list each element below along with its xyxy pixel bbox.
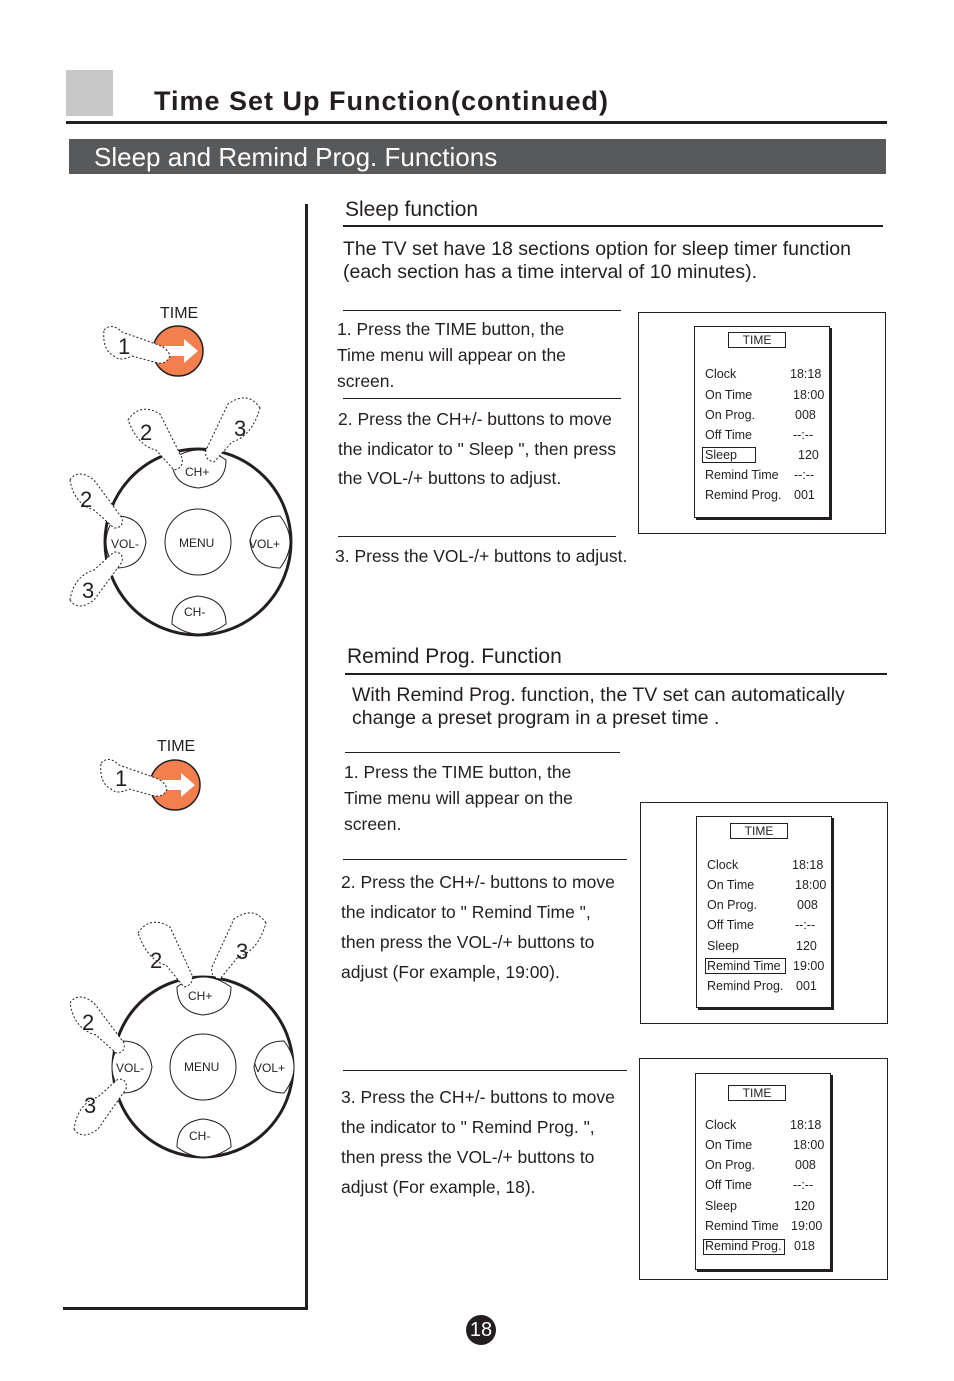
menu-row-label: On Prog. <box>707 898 758 912</box>
menu-row-value: 001 <box>796 979 817 993</box>
menu-row-label: Remind Prog. <box>705 488 782 502</box>
ch-plus-label: CH+ <box>188 989 213 1003</box>
menu-row-value: 008 <box>795 1158 816 1172</box>
header-tab <box>66 70 113 116</box>
menu-row-value: --:-- <box>795 918 816 932</box>
menu-row-label: Remind Time <box>707 959 781 973</box>
menu-row-value: --:-- <box>793 428 814 442</box>
ch-minus-label: CH- <box>189 1129 211 1143</box>
step-number-1: 1 <box>118 334 131 359</box>
vol-minus-label: VOL- <box>111 537 140 551</box>
menu-row-label: On Prog. <box>705 1158 756 1172</box>
hand-pointer-icon <box>70 997 124 1053</box>
sleep-step-1: 1. Press the TIME button, the Time menu will appear on the screen. <box>337 319 566 391</box>
menu-row-label: Clock <box>705 1118 737 1132</box>
menu-header: TIME <box>728 332 786 348</box>
menu-row-label: Off Time <box>707 918 755 932</box>
hand-pointer-icon <box>74 1079 126 1135</box>
menu-row-label: Off Time <box>705 1178 753 1192</box>
menu-row-value: 001 <box>794 488 815 502</box>
remind-prog-menu-screen <box>639 1058 888 1280</box>
menu-row-value: --:-- <box>794 468 815 482</box>
bottom-rule <box>63 1307 308 1310</box>
menu-row-value: 18:18 <box>792 858 824 872</box>
remind-time-menu-screen <box>640 802 888 1024</box>
time-label: TIME <box>157 738 196 755</box>
menu-row-label: On Time <box>707 878 755 892</box>
step-number-3: 3 <box>82 578 95 603</box>
time-label: TIME <box>160 305 199 322</box>
menu-row-value: 120 <box>796 939 817 953</box>
page-number: 18 <box>466 1315 496 1345</box>
menu-row-label: On Prog. <box>705 408 756 422</box>
menu-row-label: Clock <box>707 858 739 872</box>
menu-label: MENU <box>179 536 215 550</box>
menu-header: TIME <box>730 823 788 839</box>
remind-step-2: 2. Press the CH+/- buttons to move the indicator to " Remind Time ", then press the VOL-/+ buttons to adjust (For example, 19:00). <box>341 872 615 982</box>
menu-label: MENU <box>184 1060 220 1074</box>
page-title: Time Set Up Function(continued) <box>154 86 609 116</box>
menu-row-value: --:-- <box>793 1178 814 1192</box>
step-number-3: 3 <box>84 1093 97 1118</box>
sleep-intro: The TV set have 18 sections option for sleep timer function (each section has a time interval of 10 minutes). <box>343 238 851 283</box>
menu-row-label: Remind Prog. <box>707 979 784 993</box>
step-number-2: 2 <box>82 1010 95 1035</box>
column-divider <box>305 204 308 1310</box>
step-rule <box>338 536 616 537</box>
step-rule <box>343 1070 627 1071</box>
menu-row-label: Sleep <box>707 939 739 953</box>
menu-row-value: 18:00 <box>795 878 827 892</box>
remind-title-rule <box>345 673 887 675</box>
menu-row-value: 19:00 <box>793 959 825 973</box>
step-number-1: 1 <box>115 766 128 791</box>
vol-plus-label: VOL+ <box>254 1061 286 1075</box>
menu-row-value: 120 <box>798 448 819 462</box>
step-rule <box>343 859 627 860</box>
menu-row-label: On Time <box>705 388 753 402</box>
step-rule <box>343 398 621 399</box>
step-number-2: 2 <box>150 948 163 973</box>
section-bar <box>69 139 886 174</box>
menu-row-value: 18:00 <box>793 1138 825 1152</box>
menu-row-value: 018 <box>794 1239 815 1253</box>
sleep-remote-illustration <box>60 290 305 645</box>
sleep-time-menu-screen <box>638 312 886 534</box>
menu-row-value: 008 <box>797 898 818 912</box>
menu-row-label: On Time <box>705 1138 753 1152</box>
menu-row-value: 18:18 <box>790 1118 822 1132</box>
title-rule <box>66 121 887 124</box>
ch-minus-label: CH- <box>184 605 206 619</box>
sleep-step-3: 3. Press the VOL-/+ buttons to adjust. <box>335 546 628 566</box>
remind-section-title: Remind Prog. Function <box>347 645 562 668</box>
menu-row-value: 19:00 <box>791 1219 823 1233</box>
menu-row-label: Clock <box>705 367 737 381</box>
hand-pointer-icon <box>206 398 260 462</box>
section-title: Sleep and Remind Prog. Functions <box>94 142 498 172</box>
sleep-section-title: Sleep function <box>345 198 479 221</box>
ch-plus-label: CH+ <box>185 465 210 479</box>
menu-row-value: 008 <box>795 408 816 422</box>
remind-step-1: 1. Press the TIME button, the Time menu will appear on the screen. <box>344 762 573 834</box>
vol-plus-label: VOL+ <box>249 537 281 551</box>
remind-intro: With Remind Prog. function, the TV set can automatically change a preset program in a preset time . <box>352 684 845 729</box>
menu-row-value: 18:18 <box>790 367 822 381</box>
hand-pointer-icon <box>138 922 192 987</box>
step-number-3: 3 <box>236 939 249 964</box>
remind-remote-illustration <box>60 725 305 1170</box>
menu-row-value: 120 <box>794 1199 815 1213</box>
sleep-title-rule <box>343 225 883 227</box>
sleep-step-2: 2. Press the CH+/- buttons to move the indicator to " Sleep ", then press the VOL-/+ buttons to adjust. <box>338 409 617 488</box>
menu-row-value: 18:00 <box>793 388 825 402</box>
vol-minus-label: VOL- <box>116 1061 145 1075</box>
step-rule <box>345 752 620 753</box>
menu-row-label: Remind Prog. <box>705 1239 782 1253</box>
step-number-2: 2 <box>80 487 93 512</box>
menu-row-label: Sleep <box>705 448 737 462</box>
remind-step-3: 3. Press the CH+/- buttons to move the indicator to " Remind Prog. ", then press the VOL-/+ buttons to adjust (For example, 18). <box>341 1087 615 1197</box>
step-rule <box>343 310 621 311</box>
step-number-3: 3 <box>234 416 247 441</box>
menu-row-label: Remind Time <box>705 1219 779 1233</box>
menu-row-label: Off Time <box>705 428 753 442</box>
menu-row-label: Sleep <box>705 1199 737 1213</box>
step-number-2: 2 <box>140 420 153 445</box>
menu-header: TIME <box>728 1085 786 1101</box>
menu-row-label: Remind Time <box>705 468 779 482</box>
